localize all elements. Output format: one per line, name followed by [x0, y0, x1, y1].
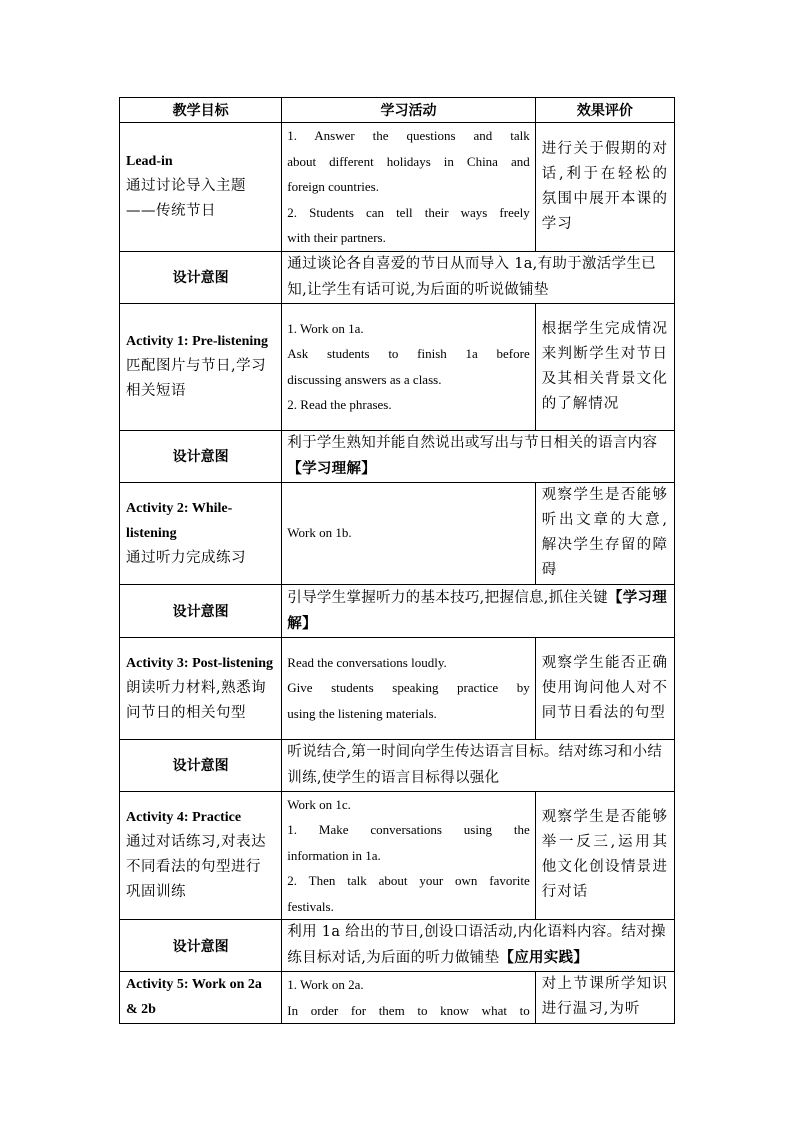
activity-line: 2. Then talk about your own favorite: [287, 873, 530, 888]
stage-title: Activity 4: Practice: [126, 810, 242, 826]
activity-line: Work on 1c.: [287, 796, 351, 812]
activity-line: about different holidays in China and: [287, 153, 530, 169]
intent-cell: [282, 584, 675, 637]
activity-line: Work on 1b.: [287, 525, 352, 541]
intent-row: [120, 920, 675, 972]
evaluation-cell: 对上节课所学知识进行温习,为听: [535, 972, 674, 1024]
activity-line: 1. Make conversations using the: [287, 822, 530, 837]
evaluation-cell: 根据学生完成情况来判断学生对节日及其相关背景文化的了解情况: [535, 303, 674, 430]
stage-cell: [120, 123, 282, 252]
intent-row: [120, 251, 675, 303]
stage-cell: [120, 482, 282, 584]
header-evaluation: 效果评价: [535, 98, 674, 123]
stage-description: 朗读听力材料,熟悉询问节日的相关句型: [126, 679, 267, 721]
activity-line: Give students speaking practice by: [287, 680, 530, 696]
stage-description: 通过听力完成练习: [126, 549, 246, 566]
activity-line: In order for them to know what to: [287, 1002, 530, 1018]
activity-line: using the listening materials.: [287, 705, 437, 721]
table-row: [120, 482, 675, 584]
intent-cell: [282, 251, 675, 303]
activity-cell: [282, 123, 535, 252]
intent-text: 利用 1a 给出的节日,创设口语活动,内化语料内容。结对操练目标对话,为后面的听力做铺垫: [287, 924, 666, 966]
intent-row: [120, 739, 675, 791]
table-row: [120, 637, 675, 739]
table-row: [120, 791, 675, 920]
activity-cell: [282, 791, 535, 920]
activity-line: with their partners.: [287, 230, 386, 245]
intent-label: 设计意图: [120, 251, 282, 303]
evaluation-cell: 观察学生是否能够听出文章的大意,解决学生存留的障碍: [535, 482, 674, 584]
stage-description: 通过对话练习,对表达不同看法的句型进行巩固训练: [126, 834, 267, 901]
intent-cell: [282, 739, 675, 791]
evaluation-cell: 观察学生是否能够举一反三,运用其他文化创设情景进行对话: [535, 791, 674, 920]
table-row: [120, 303, 675, 430]
activity-line: festivals.: [287, 898, 334, 914]
activity-line: Read the conversations loudly.: [287, 654, 447, 670]
activity-line: 1. Work on 1a.: [287, 320, 364, 336]
table-row: [120, 972, 675, 1024]
header-activity: 学习活动: [282, 98, 535, 123]
header-objective: 教学目标: [120, 98, 282, 123]
table-row: [120, 123, 675, 252]
activity-line: foreign countries.: [287, 179, 379, 194]
activity-line: 1. Work on 2a.: [287, 977, 364, 992]
activity-line: 2. Read the phrases.: [287, 397, 392, 412]
intent-label: 设计意图: [120, 920, 282, 972]
intent-label: 设计意图: [120, 739, 282, 791]
stage-cell: [120, 303, 282, 430]
stage-description: 通过讨论导入主题——传统节日: [126, 178, 246, 220]
evaluation-cell: 进行关于假期的对话,利于在轻松的氛围中展开本课的学习: [535, 123, 674, 252]
activity-line: Ask students to finish 1a before: [287, 346, 530, 361]
intent-cell: [282, 430, 675, 482]
intent-label: 设计意图: [120, 584, 282, 637]
activity-line: information in 1a.: [287, 847, 381, 863]
header-row: [120, 98, 675, 123]
stage-title: Activity 3: Post-listening: [126, 655, 273, 671]
intent-text: 利于学生熟知并能自然说出或写出与节日相关的语言内容: [287, 434, 658, 451]
intent-cell: [282, 920, 675, 972]
activity-cell: [282, 637, 535, 739]
stage-cell: [120, 637, 282, 739]
stage-description: 匹配图片与节日,学习相关短语: [126, 358, 267, 399]
stage-title: Lead-in: [126, 154, 173, 170]
intent-tag: 【学习理解】: [287, 588, 668, 632]
intent-row: [120, 430, 675, 482]
activity-cell: [282, 303, 535, 430]
intent-text: 引导学生掌握听力的基本技巧,把握信息,抓住关键: [287, 589, 608, 606]
intent-label: 设计意图: [120, 430, 282, 482]
stage-cell: [120, 791, 282, 920]
stage-title: Activity 2: While-listening: [126, 500, 233, 541]
stage-cell: [120, 972, 282, 1024]
intent-text: 通过谈论各自喜爱的节日从而导入 1a,有助于激活学生已知,让学生有话可说,为后面的听说做铺垫: [287, 255, 656, 298]
activity-line: discussing answers as a class.: [287, 371, 442, 387]
activity-line: 1. Answer the questions and talk: [287, 128, 530, 143]
intent-tag: 【应用实践】: [499, 949, 589, 966]
activity-line: 2. Students can tell their ways freely: [287, 204, 530, 220]
intent-row: [120, 584, 675, 637]
intent-text: 听说结合,第一时间向学生传达语言目标。结对练习和小结训练,使学生的语言目标得以强化: [287, 743, 663, 786]
stage-title: Activity 1: Pre-listening: [126, 334, 269, 349]
evaluation-cell: 观察学生能否正确使用询问他人对不同节日看法的句型: [535, 637, 674, 739]
intent-tag: 【学习理解】: [287, 459, 377, 477]
stage-title: Activity 5: Work on 2a & 2b: [126, 977, 262, 1017]
activity-cell: [282, 972, 535, 1024]
lesson-plan-table: [119, 97, 675, 1024]
activity-cell: [282, 482, 535, 584]
